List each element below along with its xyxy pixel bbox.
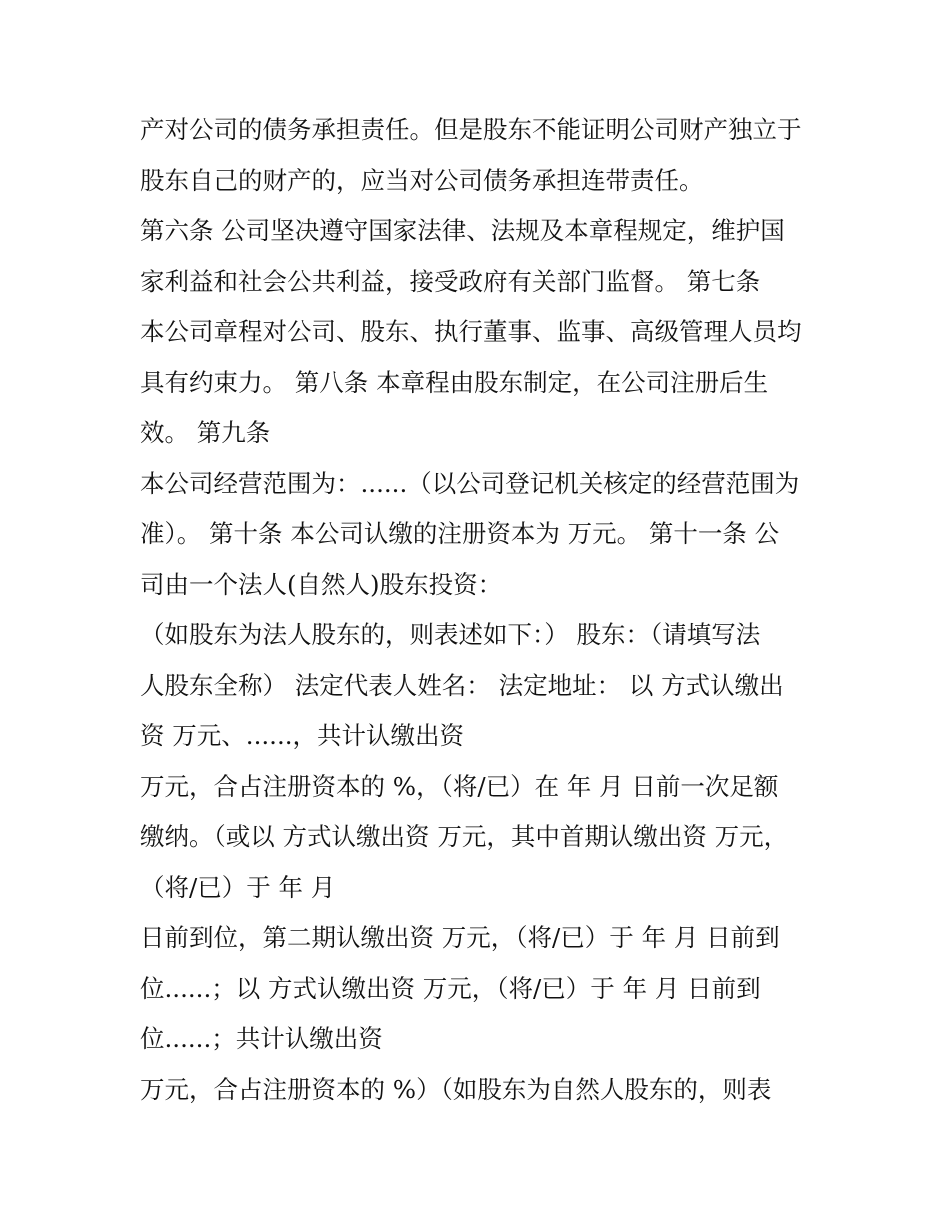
text-line: 具有约束力。 第八条 本章程由股东制定，在公司注册后生 [140,368,769,397]
text-line: 位......；以 方式认缴出资 万元，（将/已）于 年 月 日前到 [140,974,761,1003]
text-line: 产对公司的债务承担责任。但是股东不能证明公司财产独立于 [140,115,802,144]
text-line: 万元，合占注册资本的 %）（如股东为自然人股东的，则表 [140,1075,772,1104]
text-line: 准）。 第十条 本公司认缴的注册资本为 万元。 第十一条 公 [140,519,780,548]
text-line: 人股东全称） 法定代表人姓名： 法定地址： 以 方式认缴出 [140,671,784,700]
text-line: 日前到位，第二期认缴出资 万元，（将/已）于 年 月 日前到 [140,923,780,952]
text-line: 家利益和社会公共利益，接受政府有关部门监督。 第七条 [140,267,761,296]
text-line: 本公司经营范围为：......（以公司登记机关核定的经营范围为 [140,469,800,498]
text-line: 第六条 公司坚决遵守国家法律、法规及本章程规定，维护国 [140,216,785,245]
text-line: （将/已）于 年 月 [140,873,336,902]
text-line: 资 万元、......，共计认缴出资 [140,721,465,750]
text-line: 本公司章程对公司、股东、执行董事、监事、高级管理人员均 [140,317,802,346]
text-line: 缴纳。（或以 方式认缴出资 万元，其中首期认缴出资 万元， [140,822,789,851]
text-line: 万元，合占注册资本的 %，（将/已）在 年 月 日前一次足额 [140,772,779,801]
text-line: 司由一个法人(自然人)股东投资： [140,570,503,599]
text-line: 位......；共计认缴出资 [140,1024,383,1053]
text-line: 效。 第九条 [140,418,271,447]
text-line: （如股东为法人股东的，则表述如下：） 股东：（请填写法 [140,620,761,649]
text-line: 股东自己的财产的，应当对公司债务承担连带责任。 [140,166,704,195]
